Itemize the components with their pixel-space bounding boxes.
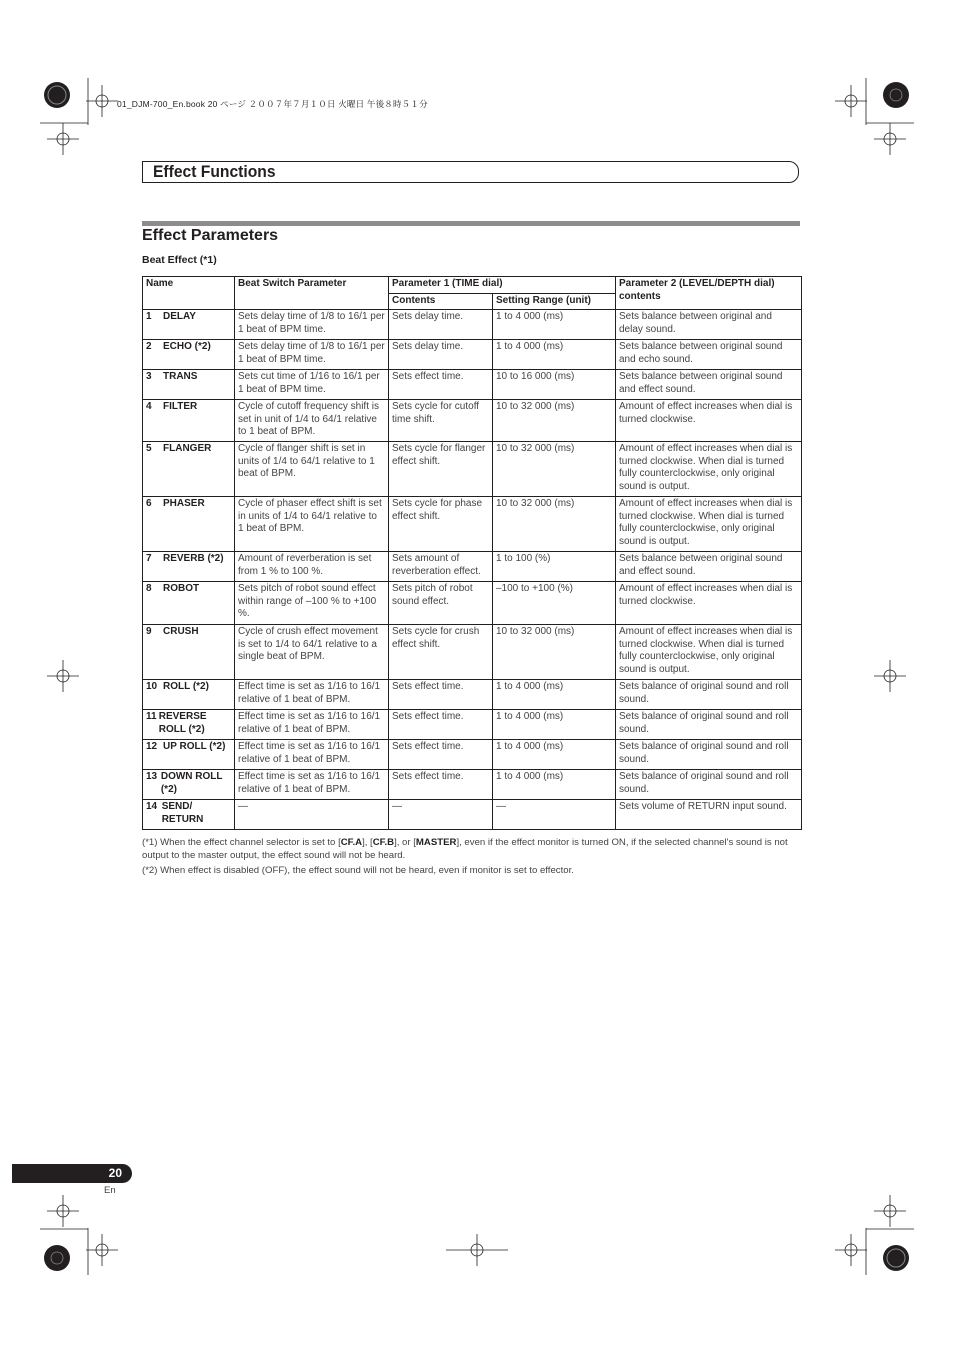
effect-name-cell bbox=[143, 740, 235, 770]
param1-range-cell: — bbox=[493, 800, 616, 830]
effect-number: 5 bbox=[146, 443, 152, 455]
param1-range-cell: 1 to 4 000 (ms) bbox=[493, 680, 616, 710]
param2-cell: Sets balance between original sound and effect sound. bbox=[616, 552, 802, 582]
effect-name: FILTER bbox=[163, 401, 198, 413]
effect-name: DOWN ROLL (*2) bbox=[160, 771, 223, 795]
header-param1: Parameter 1 (TIME dial) bbox=[389, 277, 616, 294]
effect-name-cell bbox=[143, 497, 235, 552]
param1-contents-cell: Sets effect time. bbox=[389, 710, 493, 740]
table-row bbox=[143, 552, 802, 582]
page-language: En bbox=[104, 1185, 116, 1196]
param1-contents-cell: Sets effect time. bbox=[389, 740, 493, 770]
table-row bbox=[143, 680, 802, 710]
table-row bbox=[143, 740, 802, 770]
table-row bbox=[143, 625, 802, 680]
header-beat-switch: Beat Switch Parameter bbox=[235, 277, 389, 310]
param2-cell: Sets balance of original sound and roll sound. bbox=[616, 740, 802, 770]
beat-switch-cell: Effect time is set as 1/16 to 16/1 relative of 1 beat of BPM. bbox=[235, 710, 389, 740]
param2-cell: Sets balance between original sound and effect sound. bbox=[616, 370, 802, 400]
table-row bbox=[143, 400, 802, 442]
table-row bbox=[143, 710, 802, 740]
effect-name: ROBOT bbox=[163, 583, 200, 595]
effect-name-cell bbox=[143, 400, 235, 442]
beat-switch-cell: Cycle of flanger shift is set in units of 1/4 to 64/1 relative to 1 beat of BPM. bbox=[235, 442, 389, 497]
param2-cell: Sets balance of original sound and roll sound. bbox=[616, 770, 802, 800]
effect-name: ECHO (*2) bbox=[163, 341, 211, 353]
effect-name: REVERSE ROLL (*2) bbox=[158, 711, 207, 735]
page-number: 20 bbox=[108, 1166, 122, 1180]
header-name: Name bbox=[143, 277, 235, 310]
effect-number: 10 bbox=[146, 681, 158, 693]
beat-switch-cell: Sets delay time of 1/8 to 16/1 per 1 beat of BPM time. bbox=[235, 310, 389, 340]
beat-switch-cell: Effect time is set as 1/16 to 16/1 relative of 1 beat of BPM. bbox=[235, 680, 389, 710]
param2-cell: Amount of effect increases when dial is turned clockwise. bbox=[616, 582, 802, 625]
param1-contents-cell: Sets amount of reverberation effect. bbox=[389, 552, 493, 582]
param1-range-cell: 1 to 4 000 (ms) bbox=[493, 770, 616, 800]
effect-name: UP ROLL (*2) bbox=[163, 741, 226, 753]
beat-switch-cell: Effect time is set as 1/16 to 16/1 relative of 1 beat of BPM. bbox=[235, 740, 389, 770]
param1-contents-cell: Sets cycle for flanger effect shift. bbox=[389, 442, 493, 497]
beat-switch-cell: Cycle of crush effect movement is set to 1/4 to 64/1 relative to a single beat of BPM. bbox=[235, 625, 389, 680]
table-row bbox=[143, 370, 802, 400]
param1-contents-cell: Sets delay time. bbox=[389, 340, 493, 370]
effect-name-cell bbox=[143, 310, 235, 340]
effect-name-cell bbox=[143, 770, 235, 800]
effect-name-cell bbox=[143, 582, 235, 625]
section-rule bbox=[142, 221, 800, 226]
beat-switch-cell: Effect time is set as 1/16 to 16/1 relative of 1 beat of BPM. bbox=[235, 770, 389, 800]
effect-name: TRANS bbox=[163, 371, 198, 383]
param1-contents-cell: Sets effect time. bbox=[389, 770, 493, 800]
param2-cell: Sets balance of original sound and roll sound. bbox=[616, 710, 802, 740]
param2-cell: Amount of effect increases when dial is turned clockwise. When dial is turned fully counterclockwise, only original sound is output. bbox=[616, 497, 802, 552]
param1-range-cell: –100 to +100 (%) bbox=[493, 582, 616, 625]
effect-name-cell bbox=[143, 442, 235, 497]
beat-switch-cell: Sets pitch of robot sound effect within range of –100 % to +100 %. bbox=[235, 582, 389, 625]
param1-range-cell: 10 to 16 000 (ms) bbox=[493, 370, 616, 400]
param1-contents-cell: Sets delay time. bbox=[389, 310, 493, 340]
param2-cell: Sets balance between original sound and echo sound. bbox=[616, 340, 802, 370]
effect-number: 3 bbox=[146, 371, 152, 383]
header-param2: Parameter 2 (LEVEL/DEPTH dial) contents bbox=[616, 277, 802, 310]
effect-name-cell bbox=[143, 710, 235, 740]
beat-switch-cell: Cycle of cutoff frequency shift is set in unit of 1/4 to 64/1 relative to 1 beat of BPM. bbox=[235, 400, 389, 442]
section-title: Effect Parameters bbox=[142, 227, 279, 244]
effect-number: 9 bbox=[146, 626, 152, 638]
param1-range-cell: 10 to 32 000 (ms) bbox=[493, 497, 616, 552]
effect-number: 14 bbox=[146, 801, 158, 813]
table-row bbox=[143, 340, 802, 370]
beat-switch-cell: Amount of reverberation is set from 1 % to 100 %. bbox=[235, 552, 389, 582]
param1-contents-cell: Sets pitch of robot sound effect. bbox=[389, 582, 493, 625]
effect-name: SEND/ RETURN bbox=[161, 801, 204, 825]
effect-name: FLANGER bbox=[163, 443, 212, 455]
table-row bbox=[143, 770, 802, 800]
beat-switch-cell: — bbox=[235, 800, 389, 830]
effect-name: ROLL (*2) bbox=[163, 681, 209, 693]
param1-range-cell: 10 to 32 000 (ms) bbox=[493, 625, 616, 680]
effect-name: REVERB (*2) bbox=[163, 553, 224, 565]
effect-number: 8 bbox=[146, 583, 152, 595]
param2-cell: Sets volume of RETURN input sound. bbox=[616, 800, 802, 830]
effect-name-cell bbox=[143, 552, 235, 582]
footnote-1: (*1) When the effect channel selector is set to [CF.A], [CF.B], or [MASTER], even if the effect monitor is turned ON, if the selected channel's sound is not output to the master output, the effect sound will not be heard. bbox=[142, 837, 788, 861]
param1-range-cell: 10 to 32 000 (ms) bbox=[493, 400, 616, 442]
subsection-title: Beat Effect (*1) bbox=[142, 254, 217, 266]
param1-range-cell: 1 to 4 000 (ms) bbox=[493, 710, 616, 740]
effect-number: 13 bbox=[146, 771, 158, 783]
effect-number: 12 bbox=[146, 741, 158, 753]
param1-range-cell: 1 to 4 000 (ms) bbox=[493, 740, 616, 770]
effect-name: DELAY bbox=[163, 311, 196, 323]
table-row bbox=[143, 497, 802, 552]
param1-contents-cell: Sets effect time. bbox=[389, 370, 493, 400]
param2-cell: Amount of effect increases when dial is turned clockwise. When dial is turned fully counterclockwise, only original sound is output. bbox=[616, 625, 802, 680]
beat-switch-cell: Sets delay time of 1/8 to 16/1 per 1 beat of BPM time. bbox=[235, 340, 389, 370]
effect-number: 2 bbox=[146, 341, 152, 353]
effect-name-cell bbox=[143, 370, 235, 400]
param2-cell: Sets balance between original and delay sound. bbox=[616, 310, 802, 340]
param1-range-cell: 1 to 4 000 (ms) bbox=[493, 310, 616, 340]
param2-cell: Sets balance of original sound and roll sound. bbox=[616, 680, 802, 710]
chapter-title: Effect Functions bbox=[153, 162, 276, 181]
table-row bbox=[143, 310, 802, 340]
effect-name-cell bbox=[143, 800, 235, 830]
beat-switch-cell: Sets cut time of 1/16 to 16/1 per 1 beat of BPM time. bbox=[235, 370, 389, 400]
param1-range-cell: 10 to 32 000 (ms) bbox=[493, 442, 616, 497]
footnote-2: (*2) When effect is disabled (OFF), the effect sound will not be heard, even if monitor is set to effector. bbox=[142, 865, 574, 876]
table-row bbox=[143, 582, 802, 625]
effect-number: 11 bbox=[146, 711, 157, 723]
beat-switch-cell: Cycle of phaser effect shift is set in units of 1/4 to 64/1 relative to 1 beat of BPM. bbox=[235, 497, 389, 552]
param1-range-cell: 1 to 100 (%) bbox=[493, 552, 616, 582]
effect-name-cell bbox=[143, 625, 235, 680]
effect-number: 6 bbox=[146, 498, 152, 510]
param2-cell: Amount of effect increases when dial is turned clockwise. bbox=[616, 400, 802, 442]
table-row bbox=[143, 800, 802, 830]
param1-range-cell: 1 to 4 000 (ms) bbox=[493, 340, 616, 370]
print-header-line: 01_DJM-700_En.book 20 ページ ２００７年７月１０日 火曜日 午後８時５１分 bbox=[117, 99, 428, 109]
header-param1-contents: Contents bbox=[389, 293, 493, 310]
param1-contents-cell: Sets cycle for phase effect shift. bbox=[389, 497, 493, 552]
param2-cell: Amount of effect increases when dial is turned clockwise. When dial is turned fully counterclockwise, only original sound is output. bbox=[616, 442, 802, 497]
effect-name-cell bbox=[143, 340, 235, 370]
param1-contents-cell: Sets cycle for crush effect shift. bbox=[389, 625, 493, 680]
effect-name: CRUSH bbox=[163, 626, 199, 638]
effect-number: 1 bbox=[146, 311, 152, 323]
param1-contents-cell: Sets effect time. bbox=[389, 680, 493, 710]
param1-contents-cell: Sets cycle for cutoff time shift. bbox=[389, 400, 493, 442]
effect-name-cell bbox=[143, 680, 235, 710]
effect-number: 4 bbox=[146, 401, 152, 413]
effect-parameters-table bbox=[142, 276, 802, 830]
effect-name: PHASER bbox=[163, 498, 205, 510]
effect-number: 7 bbox=[146, 553, 152, 565]
header-param1-range: Setting Range (unit) bbox=[493, 293, 616, 310]
param1-contents-cell: — bbox=[389, 800, 493, 830]
table-row bbox=[143, 442, 802, 497]
